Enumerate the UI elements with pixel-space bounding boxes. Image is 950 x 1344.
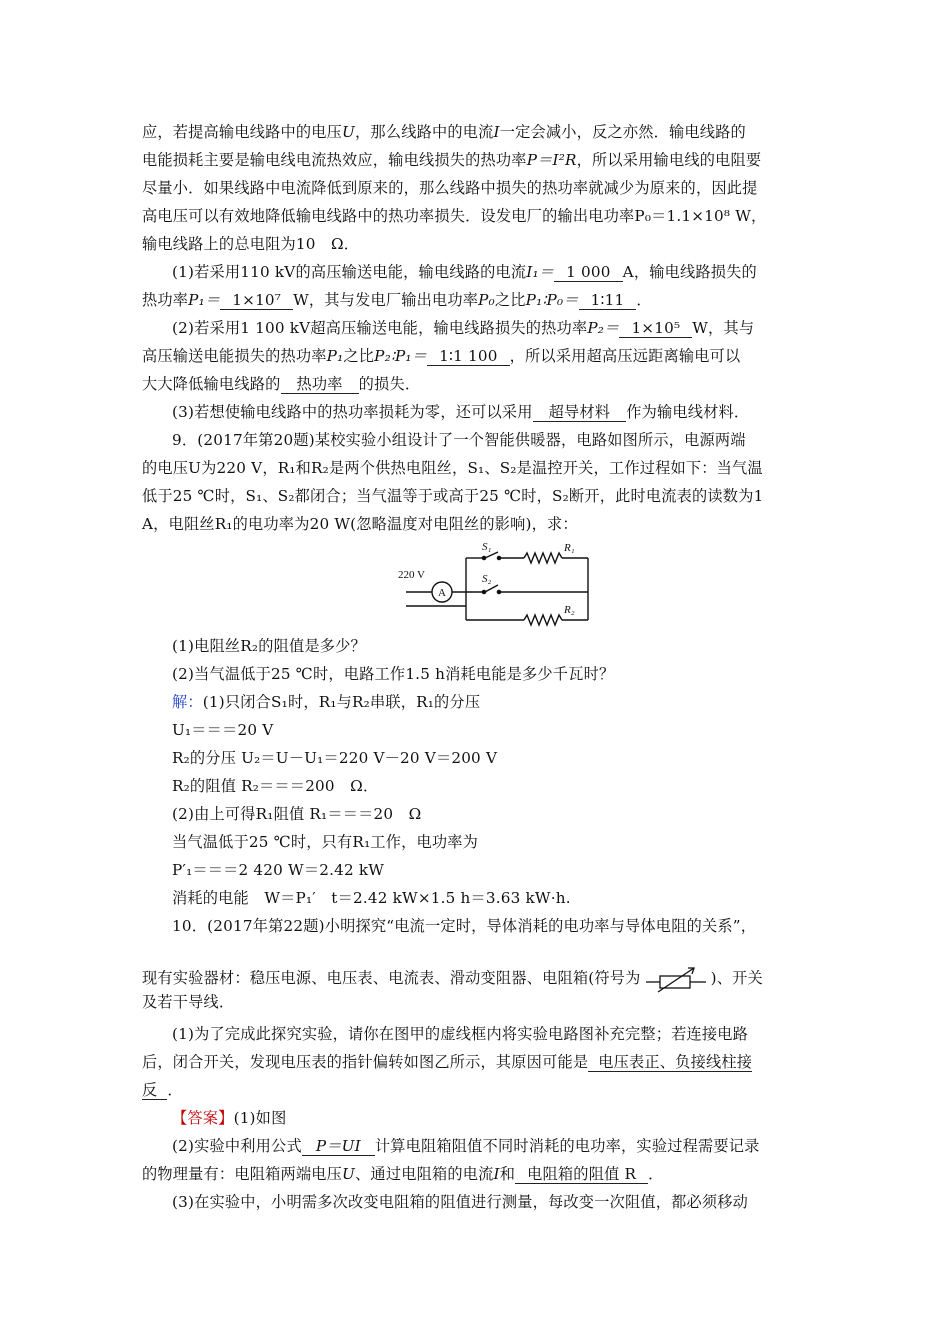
- var: P₂∶P₁＝: [374, 347, 428, 365]
- var: P₁: [326, 347, 344, 365]
- text: (3)若想使输电线路中的热功率损耗为零，还可以采用: [172, 403, 533, 421]
- text: U₁＝＝＝20 V: [172, 721, 274, 739]
- var: U: [342, 123, 356, 141]
- text: 9．(2017年第20题)某校实验小组设计了一个智能供暖器，电路如图所示，电源两端: [172, 431, 746, 449]
- text-line: [142, 234, 822, 254]
- text: 输电线路上的总电阻为10 Ω．: [142, 235, 360, 253]
- answer-blank: 热功率: [281, 375, 359, 394]
- text: R₂的分压 U₂＝U－U₁＝220 V－20 V＝200 V: [172, 749, 498, 767]
- text: 一定会减小，反之亦然．输电线路的: [499, 123, 746, 141]
- text: 的物理量有：电阻箱两端电压: [142, 1165, 343, 1183]
- text: ．: [167, 1081, 183, 1099]
- answer-line: [172, 1136, 852, 1156]
- text: )、开关: [710, 969, 763, 987]
- text: (2)实验中利用公式: [172, 1137, 302, 1155]
- text: ，: [751, 207, 767, 225]
- text-line: [142, 206, 822, 226]
- problem-line: [142, 486, 822, 506]
- answer-blank: 1×10⁵: [619, 319, 692, 338]
- answer-blank: 1 000: [554, 263, 622, 282]
- solution-line: [172, 888, 852, 908]
- text: 及若干导线．: [142, 993, 235, 1011]
- text: (2)当气温低于25 ℃时，电路工作1.5 h消耗电能是多少千瓦时？: [172, 665, 615, 683]
- answer-blank: 电阻箱的阻值 R: [515, 1165, 648, 1184]
- var: I: [493, 123, 500, 141]
- solution-label: 解：: [172, 693, 203, 711]
- solution-line: [172, 860, 852, 880]
- text: ，那么线路中的电流: [355, 123, 494, 141]
- text: 现有实验器材：稳压电源、电压表、电流表、滑动变阻器、电阻箱(符号为: [142, 969, 641, 987]
- resistor-r1: [524, 553, 562, 563]
- answer-blank: 1∶1 100: [427, 347, 510, 366]
- var: I: [493, 1165, 500, 1183]
- answer-blank: 反: [142, 1081, 167, 1100]
- question-line: [172, 664, 852, 684]
- text: (1)若采用110 kV的高压输送电能，输电线路的电流: [172, 263, 527, 281]
- formula: P₀＝1.1×10⁸ W: [634, 207, 752, 225]
- question-line: [142, 1080, 822, 1100]
- solution-line: [172, 832, 852, 852]
- text: A，电阻丝R₁的电功率为20 W(忽略温度对电阻丝的影响)，求：: [142, 515, 578, 533]
- answer-blank: 超导材料: [533, 403, 627, 422]
- var: P₀: [478, 291, 495, 309]
- text: (2)由上可得R₁阻值 R₁＝＝＝20 Ω: [172, 805, 422, 823]
- s1-label: S₁: [482, 541, 492, 553]
- problem-line: [142, 514, 822, 534]
- text: W，其与: [692, 319, 755, 337]
- problem-line: [172, 916, 852, 936]
- text: R₂的阻值 R₂＝＝＝200 Ω．: [172, 777, 379, 795]
- question-line: [142, 374, 822, 394]
- text: 热功率: [142, 291, 189, 309]
- solution-line: [172, 748, 852, 768]
- text: 高电压可以有效地降低输电线路中的热功率损失．设发电厂的输出电功率: [142, 207, 635, 225]
- text: 和: [499, 1165, 516, 1183]
- text: 大大降低输电线路的: [142, 375, 281, 393]
- text-line: [142, 150, 822, 170]
- formula: P＝I²R: [526, 151, 577, 169]
- r1-label: R₁: [564, 542, 575, 554]
- text: 应，若提高输电线路中的电压: [142, 123, 343, 141]
- text: 后，闭合开关，发现电压表的指针偏转如图乙所示，其原因可能是: [142, 1053, 589, 1071]
- text: 计算电阻箱阻值不同时消耗的电功率，实验过程需要记录: [374, 1137, 760, 1155]
- resistor-r2: [524, 615, 562, 625]
- answer-blank: 电压表正、负接线柱接: [588, 1053, 752, 1072]
- text: (2)若采用1 100 kV超高压输送电能，输电线路损失的热功率: [172, 319, 588, 337]
- text: A，输电线路损失的: [622, 263, 757, 281]
- answer-line: [172, 1192, 852, 1212]
- text-line: [142, 178, 822, 198]
- question-line: [172, 318, 852, 338]
- question-line: [172, 262, 852, 282]
- text: (1)如图: [233, 1109, 287, 1127]
- text: ，所以采用超高压远距离输电可以: [509, 347, 741, 365]
- text: 的电压U为220 V，R₁和R₂是两个供热电阻丝，S₁、S₂是温控开关，工作过程如下：当气温: [142, 459, 763, 477]
- text: 高压输送电能损失的热功率: [142, 347, 327, 365]
- text: W，其与发电厂输出电功率: [293, 291, 479, 309]
- answer-blank: 1∶11: [579, 291, 637, 310]
- text: 作为输电线材料．: [626, 403, 750, 421]
- problem-line: [142, 458, 822, 478]
- question-line: [172, 402, 852, 422]
- text: 低于25 ℃时，S₁、S₂都闭合；当气温等于或高于25 ℃时，S₂断开，此时电流表的读数为1: [142, 487, 764, 505]
- text: 电能损耗主要是输电线电流热效应，输电线损失的热功率: [142, 151, 527, 169]
- text: (1)电阻丝R₂的阻值是多少？: [172, 637, 366, 655]
- var: I₁＝: [526, 263, 555, 281]
- question-line: [172, 1024, 852, 1044]
- answer-blank: P＝UI: [302, 1137, 375, 1156]
- problem-line: [172, 430, 852, 450]
- question-line: [142, 290, 822, 310]
- text: 之比: [343, 347, 375, 365]
- voltage-label: 220 V: [398, 569, 425, 581]
- text: 之比: [494, 291, 526, 309]
- answer-tag: 【答案】: [172, 1109, 234, 1127]
- text: 的损失．: [358, 375, 421, 393]
- text: ．: [648, 1165, 664, 1183]
- ammeter-label: A: [438, 587, 446, 599]
- text: ，所以采用输电线的电阻要: [576, 151, 762, 169]
- circuit-diagram: [396, 540, 601, 630]
- text: ．: [636, 291, 652, 309]
- var: P₁＝: [188, 291, 221, 309]
- solution-line: [172, 720, 852, 740]
- resistance-box-symbol: [646, 964, 706, 994]
- r2-label: R₂: [564, 604, 575, 616]
- text: (1)只闭合S₁时，R₁与R₂串联，R₁的分压: [202, 693, 481, 711]
- text: (3)在实验中，小明需多次改变电阻箱的阻值进行测量，每改变一次阻值，都必须移动: [172, 1193, 749, 1211]
- text: 消耗的电能 W＝P₁′ t＝2.42 kW×1.5 h＝3.63 kW·h.: [172, 889, 571, 907]
- var: P₁∶P₀＝: [525, 291, 579, 309]
- var: P₂＝: [587, 319, 620, 337]
- text-line: [142, 122, 822, 142]
- solution-line: [172, 804, 852, 824]
- answer-line: [142, 1164, 822, 1184]
- s2-label: S₂: [482, 573, 492, 585]
- answer-line: [172, 1108, 852, 1128]
- solution-line: [172, 692, 852, 712]
- question-line: [142, 1052, 822, 1072]
- text: P′₁＝＝＝2 420 W＝2.42 kW: [172, 861, 385, 879]
- solution-line: [172, 776, 852, 796]
- text: (1)为了完成此探究实验，请你在图甲的虚线框内将实验电路图补充完整；若连接电路: [172, 1025, 749, 1043]
- text: 10．(2017年第22题)小明探究“电流一定时，导体消耗的电功率与导体电阻的关系”，: [172, 917, 757, 935]
- text: 当气温低于25 ℃时，只有R₁工作，电功率为: [172, 833, 479, 851]
- switch-s2-blade: [485, 585, 498, 592]
- problem-line: [142, 992, 822, 1012]
- var: U: [342, 1165, 356, 1183]
- text: 、通过电阻箱的电流: [355, 1165, 494, 1183]
- answer-blank: 1×10⁷: [220, 291, 293, 310]
- problem-line: [142, 964, 822, 994]
- question-line: [142, 346, 822, 366]
- question-line: [172, 636, 852, 656]
- text: 尽量小．如果线路中电流降低到原来的，那么线路中损失的热功率就减少为原来的，因此提: [142, 179, 758, 197]
